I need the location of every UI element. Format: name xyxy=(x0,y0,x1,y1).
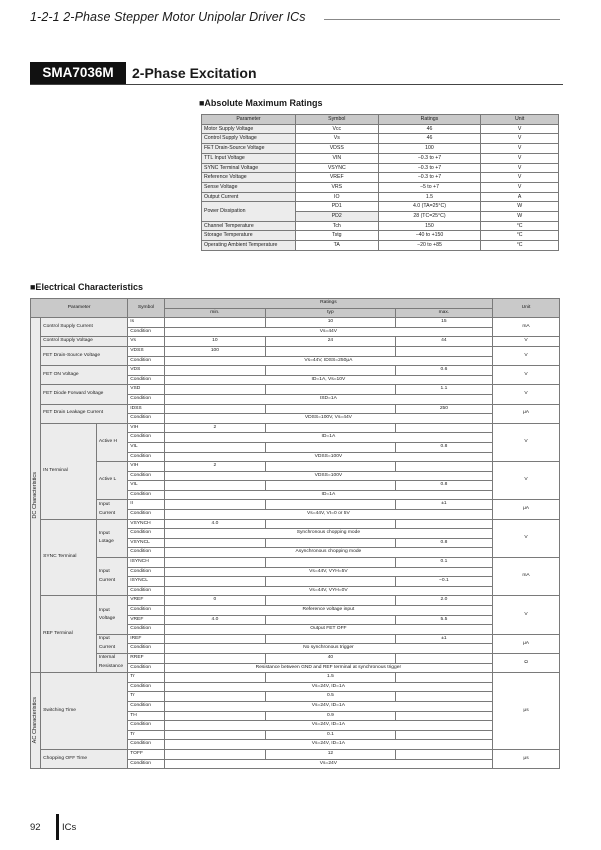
ec-condition-label: Condition xyxy=(128,663,164,673)
ec-unit: Ω xyxy=(493,653,560,672)
amr-col-header: Unit xyxy=(481,115,559,125)
ec-unit: μs xyxy=(493,673,560,750)
amr-heading: ■Absolute Maximum Ratings xyxy=(199,98,323,108)
ec-symbol: Is xyxy=(128,318,164,328)
ec-symbol: VSYNCH xyxy=(128,519,164,529)
ec-condition-label: Condition xyxy=(128,625,164,635)
table-row xyxy=(202,182,559,192)
ec-condition: Vs=24V, ID=1A xyxy=(164,682,492,692)
ec-condition: ID=1A xyxy=(164,490,492,500)
ec-max: 0.8 xyxy=(395,442,492,452)
ec-unit: V xyxy=(493,423,560,461)
amr-rating: −0.3 to +7 xyxy=(378,163,481,173)
ec-condition-label: Condition xyxy=(128,721,164,731)
switching-time-label: Switching Time xyxy=(41,673,128,750)
ec-min: 4.0 xyxy=(164,519,265,529)
ec-condition-label: Condition xyxy=(128,375,164,385)
ec-unit: V xyxy=(493,366,560,385)
amr-col-header: Parameter xyxy=(202,115,296,125)
ec-min: 100 xyxy=(164,346,265,356)
active-h-label: Active H xyxy=(96,423,127,461)
ec-condition-label: Condition xyxy=(128,759,164,769)
table-row xyxy=(31,519,560,529)
ec-header-min: min. xyxy=(164,308,265,318)
amr-symbol: VIN xyxy=(295,153,378,163)
ec-max: 0.8 xyxy=(395,481,492,491)
ec-typ: 0.9 xyxy=(266,711,396,721)
table-row xyxy=(31,653,560,663)
amr-symbol: PD1 xyxy=(295,202,378,212)
amr-rating: −5 to +7 xyxy=(378,182,481,192)
ec-condition-label: Condition xyxy=(128,471,164,481)
ec-condition: Vs=24V, ID=1A xyxy=(164,740,492,750)
ec-condition: VDSS=100V, Vs=44V xyxy=(164,414,492,424)
amr-rating: −20 to +85 xyxy=(378,241,481,251)
ec-header-symbol: Symbol xyxy=(128,299,164,318)
ec-symbol: IDSS xyxy=(128,404,164,414)
ec-unit: V xyxy=(493,519,560,557)
amr-param: FET Drain-Source Voltage xyxy=(202,144,296,154)
ec-max: 0.1 xyxy=(395,558,492,568)
ec-condition: ID=1A, Vs=10V xyxy=(164,375,492,385)
amr-param: TTL Input Voltage xyxy=(202,153,296,163)
table-row xyxy=(202,163,559,173)
ec-typ: 0.5 xyxy=(266,692,396,702)
amr-unit: °C xyxy=(481,231,559,241)
table-row xyxy=(202,192,559,202)
ec-symbol: VSYNCL xyxy=(128,538,164,548)
ec-condition: Asynchronous chopping mode xyxy=(164,548,492,558)
amr-param: Power Dissipation xyxy=(202,202,296,221)
ec-param: FET Diode Forward Voltage xyxy=(41,385,128,404)
ec-condition-label: Condition xyxy=(128,548,164,558)
amr-symbol: Tstg xyxy=(295,231,378,241)
table-row xyxy=(202,202,559,212)
ec-unit: μA xyxy=(493,404,560,423)
amr-rating: 4.0 (TA=25°C) xyxy=(378,202,481,212)
amr-symbol: TA xyxy=(295,241,378,251)
ec-table xyxy=(30,298,560,769)
ec-condition-label: Condition xyxy=(128,567,164,577)
ac-label: AC Characteristics xyxy=(32,697,39,744)
amr-param: Output Current xyxy=(202,192,296,202)
ec-condition: VDSS=100V xyxy=(164,452,492,462)
ec-symbol: Tr xyxy=(128,692,164,702)
table-row xyxy=(31,749,560,759)
table-row xyxy=(202,241,559,251)
ec-symbol: VDSS xyxy=(128,346,164,356)
ec-symbol: Vs xyxy=(128,337,164,347)
ec-symbol: VREF xyxy=(128,596,164,606)
ec-condition-label: Condition xyxy=(128,433,164,443)
ec-typ: 1.5 xyxy=(266,673,396,683)
input-lotage-label: Input Lotage xyxy=(96,519,127,557)
table-row xyxy=(202,134,559,144)
ec-max: 250 xyxy=(395,404,492,414)
ec-symbol: RREF xyxy=(128,653,164,663)
ec-condition-label: Condition xyxy=(128,452,164,462)
table-row xyxy=(31,337,560,347)
input-voltage-label: Input Voltage xyxy=(96,596,127,634)
ec-condition-label: Condition xyxy=(128,490,164,500)
ec-condition: Reference voltage input xyxy=(164,606,492,616)
ec-param: Control Supply Voltage xyxy=(41,337,128,347)
ec-condition-label: Condition xyxy=(128,529,164,539)
table-row xyxy=(31,634,560,644)
ec-condition-label: Condition xyxy=(128,510,164,520)
table-row xyxy=(31,558,560,568)
amr-param: Operating Ambient Temperature xyxy=(202,241,296,251)
ec-min: 4.0 xyxy=(164,615,265,625)
amr-unit: V xyxy=(481,182,559,192)
amr-symbol: VSYNC xyxy=(295,163,378,173)
table-row xyxy=(31,500,560,510)
ec-header-max: max. xyxy=(395,308,492,318)
ec-header-ratings: Ratings xyxy=(164,299,492,309)
ec-param: Control Supply Current xyxy=(41,318,128,337)
amr-unit: W xyxy=(481,212,559,222)
amr-col-header: Symbol xyxy=(295,115,378,125)
ec-param: Chopping OFF Time xyxy=(41,749,128,768)
amr-unit: V xyxy=(481,124,559,134)
ec-min: 2 xyxy=(164,423,265,433)
amr-unit: V xyxy=(481,173,559,183)
header-rule xyxy=(324,19,560,20)
input-current-label: Input Current xyxy=(96,558,127,596)
ec-symbol: VDS xyxy=(128,366,164,376)
ec-min: 0 xyxy=(164,596,265,606)
amr-symbol: Tch xyxy=(295,221,378,231)
ec-max: 44 xyxy=(395,337,492,347)
ec-condition-label: Condition xyxy=(128,394,164,404)
ec-header-unit: Unit xyxy=(493,299,560,318)
amr-rating: 150 xyxy=(378,221,481,231)
ec-symbol: II xyxy=(128,500,164,510)
ec-condition: Vs=24V, ID=1A xyxy=(164,701,492,711)
ec-symbol: TH xyxy=(128,711,164,721)
model-badge: SMA7036M xyxy=(30,62,126,84)
ec-symbol: ISYNCL xyxy=(128,577,164,587)
ec-header-parameter: Parameter xyxy=(31,299,128,318)
ec-max: ±1 xyxy=(395,634,492,644)
ec-symbol: Tr xyxy=(128,673,164,683)
ec-unit: μA xyxy=(493,634,560,653)
ec-condition-label: Condition xyxy=(128,586,164,596)
amr-rating: 28 (TC=25°C) xyxy=(378,212,481,222)
ec-symbol: VREF xyxy=(128,615,164,625)
ec-condition: Resistance between GND and REF terminal at synchronous trigger xyxy=(164,663,492,673)
ec-symbol: VIL xyxy=(128,442,164,452)
ec-condition: Vs=24V, ID=1A xyxy=(164,721,492,731)
table-row xyxy=(202,124,559,134)
ec-unit: V xyxy=(493,346,560,365)
amr-symbol: Vs xyxy=(295,134,378,144)
ec-param: FET ON Voltage xyxy=(41,366,128,385)
amr-unit: °C xyxy=(481,241,559,251)
ec-heading: ■Electrical Characteristics xyxy=(30,282,143,292)
ec-condition-label: Condition xyxy=(128,414,164,424)
amr-param: Storage Temperature xyxy=(202,231,296,241)
ec-min: 2 xyxy=(164,462,265,472)
ec-condition-label: Condition xyxy=(128,356,164,366)
ec-condition: Vs=44V xyxy=(164,327,492,337)
amr-unit: V xyxy=(481,163,559,173)
amr-symbol: Vcc xyxy=(295,124,378,134)
page-header-title: 1-2-1 2-Phase Stepper Motor Unipolar Driver ICs xyxy=(30,10,306,24)
ec-param: FET Drain Leakage Current xyxy=(41,404,128,423)
ec-condition: No synchronous trigger xyxy=(164,644,492,654)
table-row xyxy=(202,231,559,241)
ec-condition-label: Condition xyxy=(128,740,164,750)
ac-group xyxy=(31,673,41,769)
footer-bar xyxy=(56,814,59,840)
ec-condition-label: Condition xyxy=(128,327,164,337)
table-row xyxy=(31,385,560,395)
ec-unit: mA xyxy=(493,318,560,337)
ec-typ: 10 xyxy=(266,318,396,328)
page-number: 92 xyxy=(30,822,41,833)
ec-max: 1.1 xyxy=(395,385,492,395)
amr-param: Sense Voltage xyxy=(202,182,296,192)
ec-symbol: VIH xyxy=(128,423,164,433)
ec-condition-label: Condition xyxy=(128,701,164,711)
amr-symbol: VRS xyxy=(295,182,378,192)
amr-unit: V xyxy=(481,153,559,163)
active-l-label: Active L xyxy=(96,462,127,500)
ec-max: 0.6 xyxy=(395,366,492,376)
ec-condition: Vs=44V, VYH=5V xyxy=(164,567,492,577)
ec-max: 2.0 xyxy=(395,596,492,606)
amr-symbol: PD2 xyxy=(295,212,378,222)
table-row xyxy=(31,366,560,376)
ec-unit: mA xyxy=(493,558,560,596)
ec-max: −0.1 xyxy=(395,577,492,587)
table-row xyxy=(31,423,560,433)
ec-symbol: TOFF xyxy=(128,749,164,759)
ec-condition: VDSS=100V xyxy=(164,471,492,481)
ec-max: 15 xyxy=(395,318,492,328)
amr-unit: W xyxy=(481,202,559,212)
table-row xyxy=(202,144,559,154)
amr-rating: −0.3 to +7 xyxy=(378,153,481,163)
ec-condition: Vs=44V, IDSS=250μA xyxy=(164,356,492,366)
ec-typ: 0.1 xyxy=(266,730,396,740)
amr-rating: −0.3 to +7 xyxy=(378,173,481,183)
input-current-label: Input Current xyxy=(96,500,127,519)
ec-condition: Vs=44V, VYH=0V xyxy=(164,586,492,596)
amr-symbol: VREF xyxy=(295,173,378,183)
amr-unit: V xyxy=(481,134,559,144)
ec-condition: Vs=24V xyxy=(164,759,492,769)
amr-param: Reference Voltage xyxy=(202,173,296,183)
ec-param: FET Drain-Source Voltage xyxy=(41,346,128,365)
ec-unit: V xyxy=(493,596,560,634)
amr-param: Motor Supply Voltage xyxy=(202,124,296,134)
amr-unit: °C xyxy=(481,221,559,231)
amr-param: SYNC Terminal Voltage xyxy=(202,163,296,173)
excitation-title: 2-Phase Excitation xyxy=(132,65,257,81)
ec-max: ±1 xyxy=(395,500,492,510)
amr-param: Control Supply Voltage xyxy=(202,134,296,144)
ec-typ: 12 xyxy=(266,749,396,759)
footer-section: ICs xyxy=(62,822,77,833)
dc-label: DC Characteristics xyxy=(32,471,39,519)
amr-rating: 46 xyxy=(378,124,481,134)
ec-unit: V xyxy=(493,385,560,404)
table-row xyxy=(202,153,559,163)
ec-unit: μA xyxy=(493,500,560,519)
table-row xyxy=(31,404,560,414)
ec-symbol: VIL xyxy=(128,481,164,491)
ec-condition-label: Condition xyxy=(128,644,164,654)
table-row xyxy=(202,173,559,183)
title-rule xyxy=(30,84,563,85)
input-current-label: Input Current xyxy=(96,634,127,653)
ec-condition-label: Condition xyxy=(128,682,164,692)
ec-unit: μs xyxy=(493,749,560,768)
ec-symbol: ISYNCH xyxy=(128,558,164,568)
amr-rating: −40 to +150 xyxy=(378,231,481,241)
amr-unit: V xyxy=(481,144,559,154)
ec-symbol: VIH xyxy=(128,462,164,472)
amr-rating: 46 xyxy=(378,134,481,144)
table-row xyxy=(31,596,560,606)
ec-symbol: Tr xyxy=(128,730,164,740)
ec-unit: V xyxy=(493,462,560,500)
ec-condition: Vs=44V, VI=0 or 5V xyxy=(164,510,492,520)
amr-param: Channel Temperature xyxy=(202,221,296,231)
amr-rating: 100 xyxy=(378,144,481,154)
ec-max: 0.8 xyxy=(395,538,492,548)
ec-typ: 40 xyxy=(266,653,396,663)
ec-symbol: VSD xyxy=(128,385,164,395)
amr-rating: 1.5 xyxy=(378,192,481,202)
ec-condition: ID=1A xyxy=(164,433,492,443)
amr-unit: A xyxy=(481,192,559,202)
sync-terminal-label: SYNC Terminal xyxy=(41,519,97,596)
ec-condition: Synchronous chopping mode xyxy=(164,529,492,539)
table-row xyxy=(31,318,560,328)
amr-symbol: IO xyxy=(295,192,378,202)
ec-typ: 24 xyxy=(266,337,396,347)
table-row xyxy=(31,346,560,356)
ec-condition: Output FET OFF xyxy=(164,625,492,635)
ec-min: 10 xyxy=(164,337,265,347)
table-row xyxy=(31,462,560,472)
ec-symbol: IREF xyxy=(128,634,164,644)
title-bar xyxy=(30,62,563,84)
amr-table xyxy=(201,114,559,251)
ref-terminal-label: REF Terminal xyxy=(41,596,97,673)
ec-max: 5.5 xyxy=(395,615,492,625)
table-row xyxy=(202,221,559,231)
amr-col-header: Ratings xyxy=(378,115,481,125)
ec-condition-label: Condition xyxy=(128,606,164,616)
internal-resistance-label: Internal Resistance xyxy=(96,653,127,672)
dc-group xyxy=(31,318,41,673)
amr-symbol: VDSS xyxy=(295,144,378,154)
ec-condition: ISD=1A xyxy=(164,394,492,404)
in-terminal-label: IN Terminal xyxy=(41,423,97,519)
ec-unit: V xyxy=(493,337,560,347)
table-row xyxy=(31,673,560,683)
ec-header-typ: typ xyxy=(266,308,396,318)
